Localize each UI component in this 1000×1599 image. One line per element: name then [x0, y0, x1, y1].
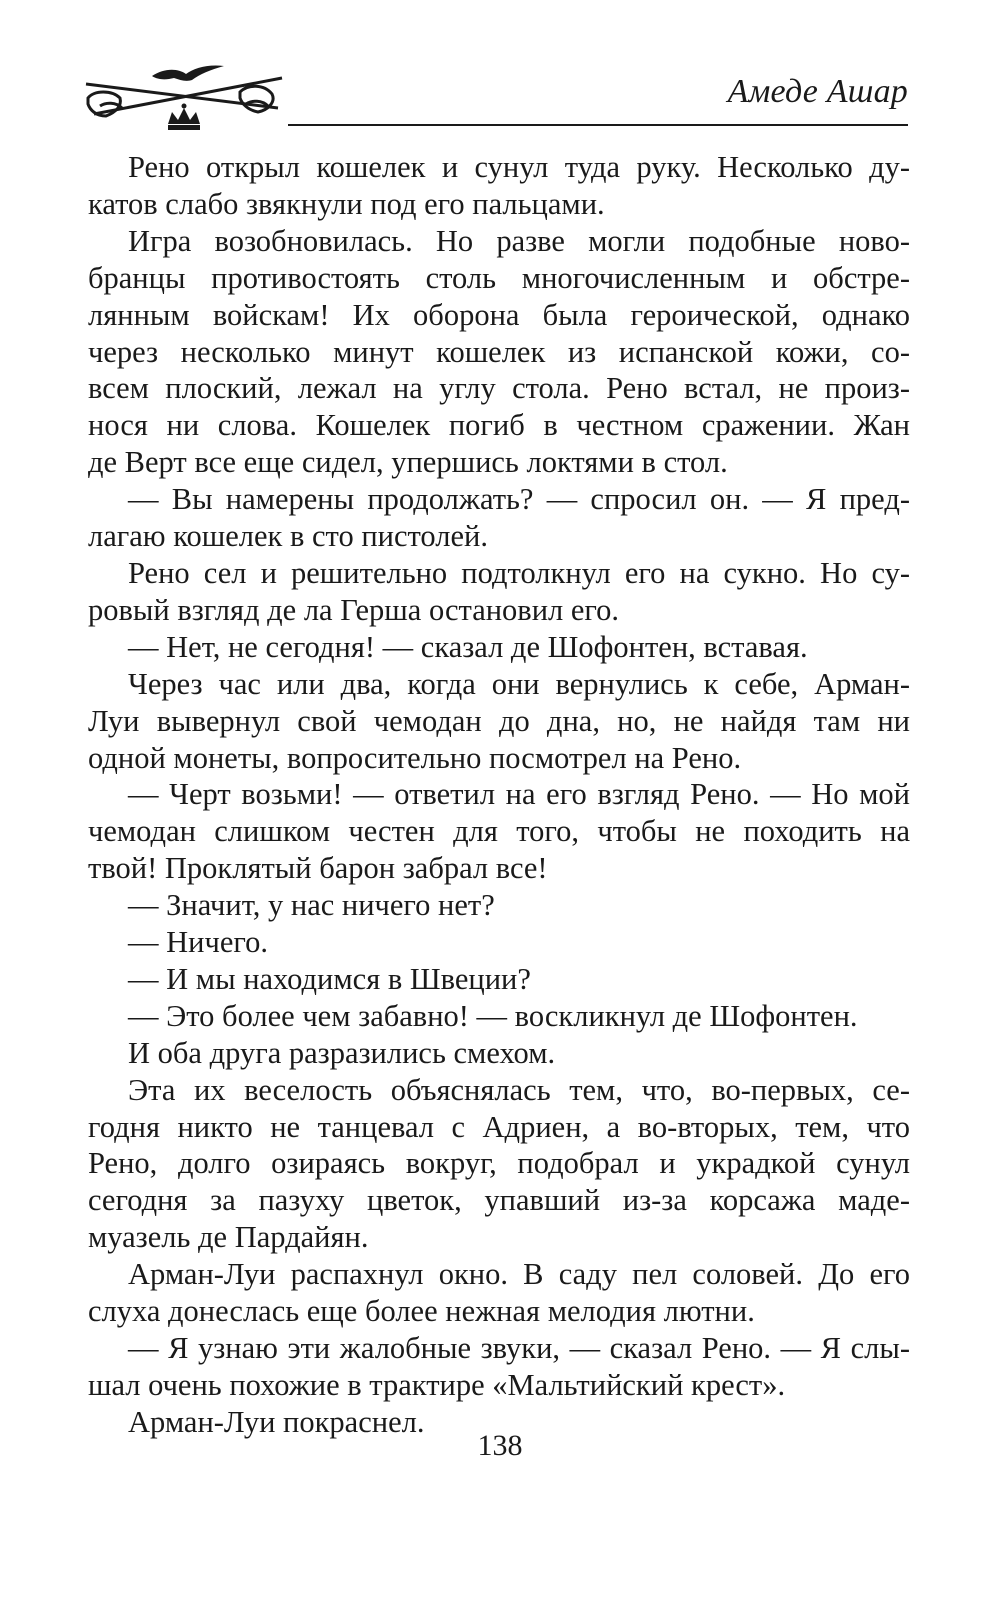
page-number: 138 — [477, 1429, 523, 1462]
text-line: — Ничего. — [128, 925, 268, 960]
paragraph — [88, 1035, 910, 1072]
text-line: чемодан слишком честен для того, чтобы не походить на — [88, 814, 910, 849]
paragraph — [88, 1256, 910, 1330]
text-line: годня никто не танцевал с Адриен, а во-вторых, тем, что — [88, 1109, 910, 1144]
text-line: шал очень похожие в трактире «Мальтийский крест». — [88, 1367, 786, 1402]
text-line: бранцы противостоять столь многочисленным и обстре- — [88, 260, 910, 295]
paragraph — [88, 998, 910, 1035]
paragraph — [88, 924, 910, 961]
author-name: Амеде Ашар — [727, 73, 908, 110]
text-line: Луи вывернул свой чемодан до дна, но, не найдя там ни — [88, 703, 910, 738]
paragraph — [88, 961, 910, 998]
text-line: — И мы находимся в Швеции? — [128, 961, 531, 996]
text-line: — Вы намерены продолжать? — спросил он. — Я пред- — [128, 482, 910, 517]
text-line: Арман-Луи распахнул окно. В саду пел соловей. До его — [128, 1257, 910, 1292]
text-line: И оба друга разразились смехом. — [128, 1035, 556, 1070]
text-body — [88, 149, 910, 1441]
text-line: твой! Проклятый барон забрал все! — [88, 851, 548, 886]
text-line: Арман-Луи покраснел. — [128, 1404, 425, 1439]
paragraph — [88, 1072, 910, 1257]
running-header — [0, 0, 1000, 140]
paragraph — [88, 629, 910, 666]
text-line: — Это более чем забавно! — воскликнул де Шофонтен. — [128, 998, 858, 1033]
header-rule — [288, 124, 908, 126]
text-line: муазель де Пардайян. — [88, 1220, 369, 1255]
text-line: одной монеты, вопросительно посмотрел на Рено. — [88, 740, 742, 775]
text-line: Рено, долго озираясь вокруг, подобрал и украдкой сунул — [88, 1146, 910, 1181]
text-line: Игра возобновилась. Но разве могли подобные ново- — [128, 223, 910, 258]
paragraph — [88, 887, 910, 924]
text-line: де Верт все еще сидел, упершись локтями в стол. — [88, 445, 728, 480]
text-line: нося ни слова. Кошелек погиб в честном сражении. Жан — [88, 408, 910, 443]
paragraph — [88, 555, 910, 629]
text-line: слуха донеслась еще более нежная мелодия лютни. — [88, 1294, 755, 1329]
text-line: — Я узнаю эти жалобные звуки, — сказал Рено. — Я слы- — [128, 1331, 910, 1365]
paragraph — [88, 666, 910, 777]
text-line: через несколько минут кошелек из испанской кожи, со- — [88, 334, 910, 369]
crossed-swords-crown-bird-icon — [82, 62, 292, 140]
paragraph — [88, 1330, 910, 1404]
text-line: Рено открыл кошелек и сунул туда руку. Несколько ду- — [128, 150, 910, 184]
text-line: сегодня за пазуху цветок, упавший из-за корсажа маде- — [88, 1183, 910, 1218]
text-line: катов слабо звякнули под его пальцами. — [88, 186, 605, 221]
text-line: Рено сел и решительно подтолкнул его на сукно. Но су- — [128, 555, 910, 590]
text-line: всем плоский, лежал на углу стола. Рено встал, не произ- — [88, 371, 910, 406]
paragraph — [88, 149, 910, 223]
text-line: лагаю кошелек в сто пистолей. — [88, 519, 488, 554]
text-line: — Значит, у нас ничего нет? — [128, 888, 495, 923]
text-line: — Черт возьми! — ответил на его взгляд Рено. — Но мой — [128, 777, 910, 812]
text-line: Эта их веселость объяснялась тем, что, во-первых, се- — [128, 1072, 910, 1107]
text-line: — Нет, не сегодня! — сказал де Шофонтен, вставая. — [128, 629, 808, 664]
text-line: Через час или два, когда они вернулись к себе, Арман- — [128, 666, 910, 701]
text-line: лянным войскам! Их оборона была героической, однако — [88, 297, 910, 332]
paragraph — [88, 223, 910, 481]
paragraph — [88, 776, 910, 887]
paragraph — [88, 481, 910, 555]
text-line: ровый взгляд де ла Герша остановил его. — [88, 592, 620, 627]
